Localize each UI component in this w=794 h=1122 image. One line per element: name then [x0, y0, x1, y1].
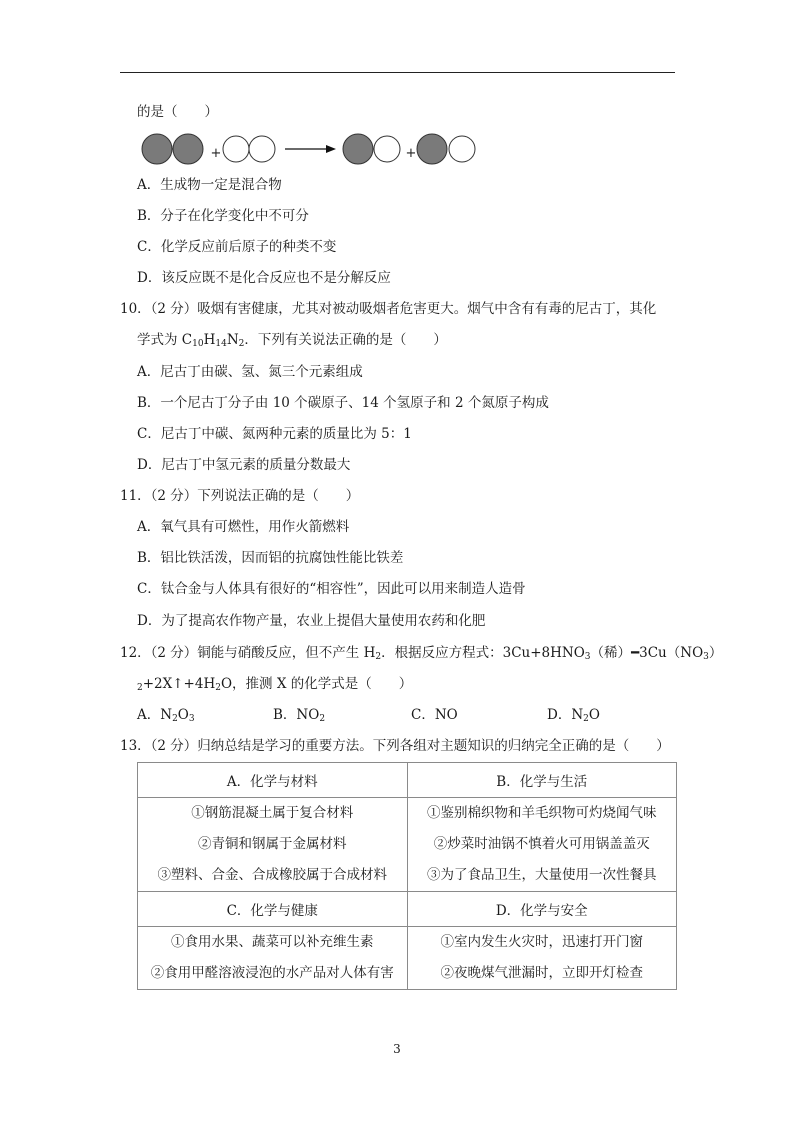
q12-option-d[interactable]: D．$N_2O$ [547, 707, 600, 724]
reactant2-atom2 [249, 136, 275, 162]
plus-sign-2: + [405, 146, 417, 161]
cell-c-item-1: ①食用水果、蔬菜可以补充维生素 [171, 934, 374, 950]
cell-d-item-2: ②夜晚煤气泄漏时，立即开灯检查 [440, 965, 643, 981]
cell-b-item-3: ③为了食品卫生，大量使用一次性餐具 [427, 867, 657, 883]
cell-d-content [407, 927, 677, 990]
q12-option-a[interactable]: A．$N_2O_3$ [137, 707, 195, 724]
q10-stem-line2: 学式为 $C_{10}H_{14}N_2$．下列有关说法正确的是（ ） [137, 332, 447, 349]
q12-option-c[interactable]: C．NO [411, 707, 458, 723]
cell-b-content [407, 798, 677, 892]
q11-option-a[interactable]: A．氧气具有可燃性，用作火箭燃料 [137, 519, 350, 535]
plus-sign-1: + [210, 146, 222, 161]
cell-d-title: D．化学与安全 [407, 892, 677, 927]
cell-d-item-1: ①室内发生火灾时，迅速打开门窗 [440, 934, 643, 950]
cell-c-title: C．化学与健康 [138, 892, 408, 927]
product1-atom1 [343, 134, 373, 164]
cell-a-item-2: ②青铜和钢属于金属材料 [198, 836, 347, 852]
q11-option-d[interactable]: D．为了提高农作物产量，农业上提倡大量使用农药和化肥 [137, 613, 486, 629]
q9-option-a[interactable]: A．生成物一定是混合物 [137, 177, 282, 193]
q11-option-c[interactable]: C．钛合金与人体具有很好的“相容性”，因此可以用来制造人造骨 [137, 581, 526, 597]
cell-c-content [138, 927, 408, 990]
q9-stem-tail: 的是（ ） [137, 104, 218, 120]
cell-b-title: B．化学与生活 [407, 763, 677, 798]
q13-stem: 13．（2 分）归纳总结是学习的重要方法。下列各组对主题知识的归纳完全正确的是（ ） [120, 738, 670, 754]
q10-option-b[interactable]: B．一个尼古丁分子由 10 个碳原子、14 个氢原子和 2 个氮原子构成 [137, 395, 549, 411]
reactant2-atom1 [223, 136, 249, 162]
q10-stem-line1: 10．（2 分）吸烟有害健康，尤其对被动吸烟者危害更大。烟气中含有有毒的尼古丁，其化 [120, 301, 657, 317]
cell-a-item-1: ①钢筋混凝土属于复合材料 [191, 805, 354, 821]
reaction-arrow-head [326, 145, 336, 153]
q9-option-b[interactable]: B．分子在化学变化中不可分 [137, 208, 309, 224]
cell-a-title: A．化学与材料 [138, 763, 408, 798]
q13-table [137, 762, 677, 990]
q11-option-b[interactable]: B．铝比铁活泼，因而铝的抗腐蚀性能比铁差 [137, 550, 404, 566]
product2-atom2 [449, 136, 475, 162]
cell-a-item-3: ③塑料、合金、合成橡胶属于合成材料 [157, 867, 387, 883]
q9-option-c[interactable]: C．化学反应前后原子的种类不变 [137, 239, 337, 255]
product1-atom2 [374, 136, 400, 162]
q10-option-d[interactable]: D．尼古丁中氢元素的质量分数最大 [137, 457, 351, 473]
page-number: 3 [393, 1042, 401, 1056]
q10-option-a[interactable]: A．尼古丁由碳、氢、氮三个元素组成 [137, 364, 363, 380]
q10-option-c[interactable]: C．尼古丁中碳、氮两种元素的质量比为 5：1 [137, 426, 412, 442]
q12-option-b[interactable]: B．$NO_2$ [273, 707, 326, 724]
reactant1-atom2 [173, 134, 203, 164]
q9-option-d[interactable]: D．该反应既不是化合反应也不是分解反应 [137, 270, 391, 286]
cell-b-item-2: ②炒菜时油锅不慎着火可用锅盖盖灭 [433, 836, 650, 852]
q12-stem-line1: 12．（2 分）铜能与硝酸反应，但不产生 $H_2$．根据反应方程式：$3Cu+8HNO_3$（稀）$━3Cu(NO_3)$ [120, 645, 723, 662]
reaction-diagram [140, 132, 485, 168]
cell-c-item-2: ②食用甲醛溶液浸泡的水产品对人体有害 [150, 965, 394, 981]
q12-stem-line2: $_2+2X↑+4H_2O$，推测 X 的化学式是（ ） [137, 676, 413, 693]
cell-b-item-1: ①鉴别棉织物和羊毛织物可灼烧闻气味 [427, 805, 657, 821]
product2-atom1 [417, 134, 447, 164]
reactant1-atom1 [142, 134, 172, 164]
cell-a-content [138, 798, 408, 892]
q11-stem: 11．（2 分）下列说法正确的是（ ） [120, 488, 360, 504]
header-rule [120, 72, 675, 73]
